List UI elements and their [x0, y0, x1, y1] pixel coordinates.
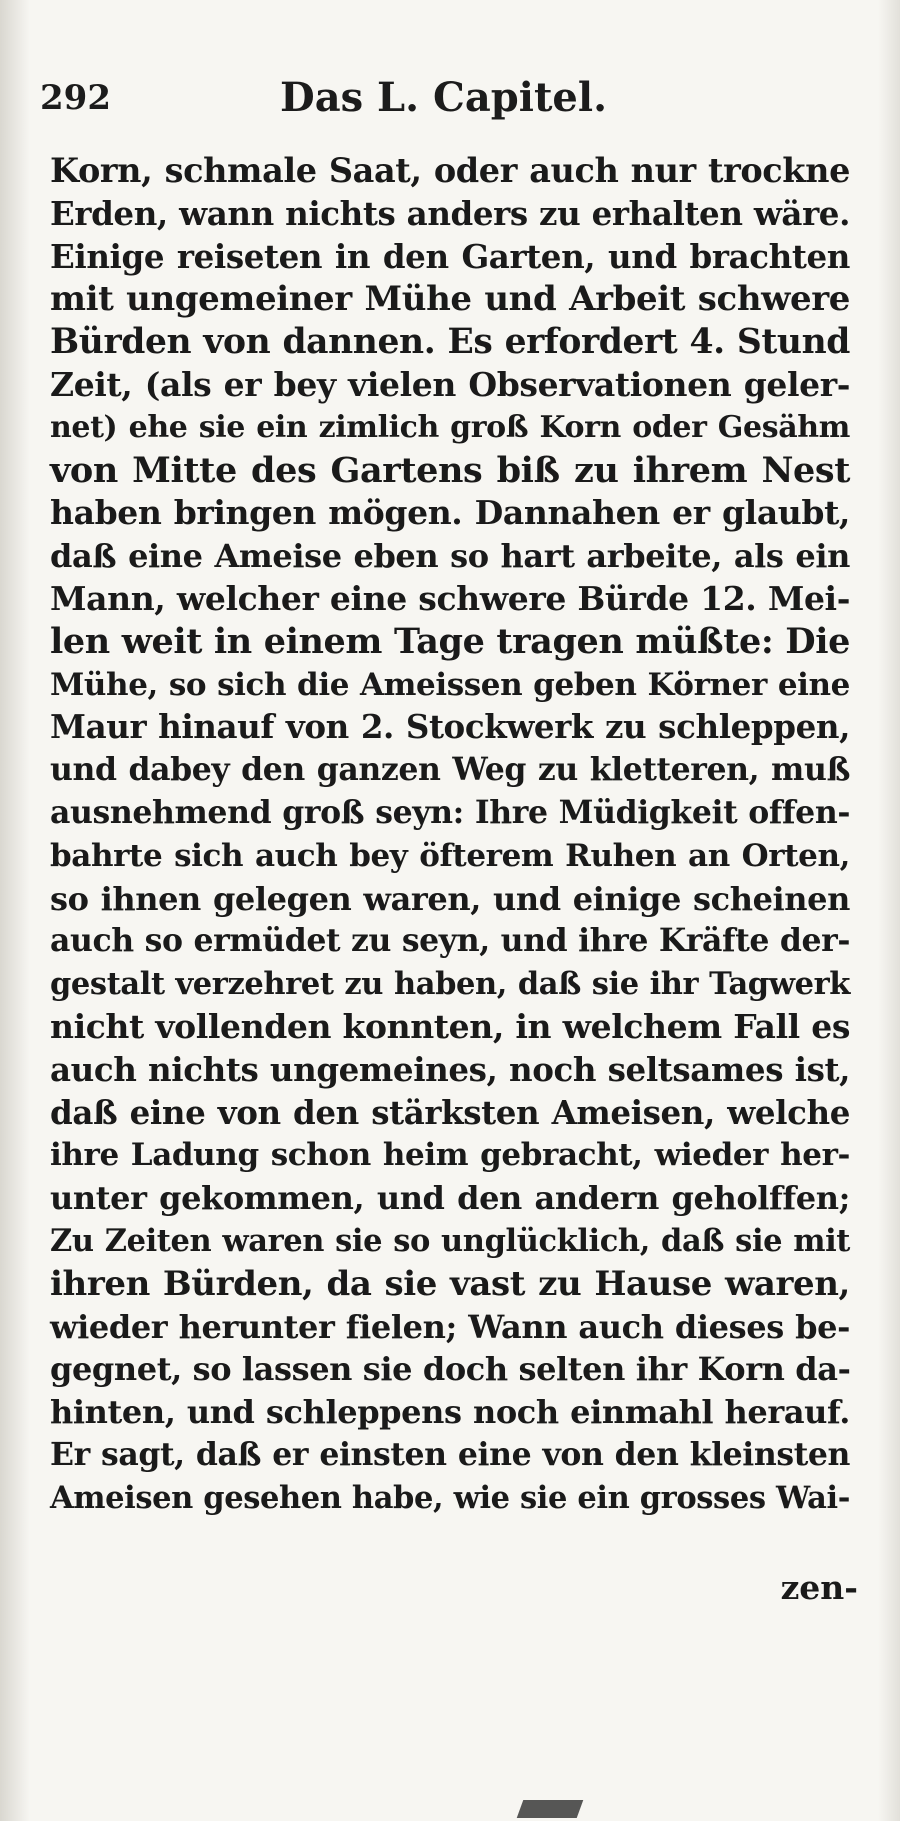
text-line: Einige reiseten in den Garten, und brachten — [50, 236, 850, 276]
text-line: Zeit, (als er bey vielen Observationen geler- — [50, 364, 850, 404]
text-line: hinten, und schleppens noch einmahl herauf. — [50, 1393, 850, 1432]
catchword-container — [50, 1568, 858, 1607]
text-line: ihren Bürden, da sie vast zu Hause waren, — [50, 1263, 850, 1304]
text-line: daß eine von den stärksten Ameisen, welche — [50, 1092, 850, 1132]
text-line: wieder herunter fielen; Wann auch dieses be- — [50, 1307, 850, 1346]
text-line: mit ungemeiner Mühe und Arbeit schwere — [50, 279, 850, 320]
text-line: Korn, schmale Saat, oder auch nur trockne — [50, 151, 850, 190]
text-line: net) ehe sie ein zimlich groß Korn oder Gesähm — [50, 409, 850, 445]
text-line: nicht vollenden konnten, in welchem Fall es — [50, 1006, 850, 1046]
text-line: len weit in einem Tage tragen müßte: Die — [50, 620, 850, 662]
text-line: Ameisen gesehen habe, wie sie ein grosses Wai- — [50, 1479, 850, 1516]
running-head: Das L. Capitel. — [280, 74, 607, 121]
text-line: Er sagt, daß er einsten eine von den kleinsten — [50, 1435, 850, 1473]
text-line: von Mitte des Gartens biß zu ihrem Nest — [50, 449, 850, 491]
text-line: bahrte sich auch bey öfterem Ruhen an Orten, — [50, 837, 850, 874]
text-line: ihre Ladung schon heim gebracht, wieder her- — [50, 1137, 850, 1174]
text-line: haben bringen mögen. Dannahen er glaubt, — [50, 493, 850, 533]
gutter-shadow — [0, 0, 30, 1821]
text-line: gestalt verzehret zu haben, daß sie ihr Tagwerk — [50, 966, 850, 1003]
text-line: auch so ermüdet zu seyn, und ihre Kräfte der- — [50, 922, 850, 960]
text-line: daß eine Ameise eben so hart arbeite, als ein — [50, 537, 850, 576]
text-line: gegnet, so lassen sie doch selten ihr Korn da- — [50, 1350, 851, 1389]
text-line: Erden, wann nichts anders zu erhalten wäre. — [50, 193, 850, 233]
text-line: Zu Zeiten waren sie so unglücklich, daß sie mit — [50, 1222, 850, 1259]
text-line: und dabey den ganzen Weg zu kletteren, muß — [50, 751, 850, 789]
text-line: so ihnen gelegen waren, und einige scheinen — [50, 879, 850, 918]
page-edge — [878, 0, 900, 1821]
page-number: 292 — [40, 78, 111, 118]
text-line: auch nichts ungemeines, noch seltsames ist, — [50, 1049, 850, 1089]
text-line: Bürden von dannen. Es erfordert 4. Stund — [50, 322, 850, 363]
text-line: Mühe, so sich die Ameissen geben Körner eine — [50, 666, 850, 703]
catchword: zen- — [780, 1568, 858, 1607]
body-text — [50, 150, 850, 1520]
page-header — [40, 74, 860, 128]
text-line: Maur hinauf von 2. Stockwerk zu schleppen, — [50, 707, 850, 747]
text-line: Mann, welcher eine schwere Bürde 12. Mei- — [50, 578, 850, 618]
text-line: unter gekommen, und den andern geholffen; — [50, 1179, 850, 1218]
text-line: ausnehmend groß seyn: Ihre Müdigkeit offen- — [50, 793, 850, 831]
ink-smudge — [517, 1800, 584, 1818]
